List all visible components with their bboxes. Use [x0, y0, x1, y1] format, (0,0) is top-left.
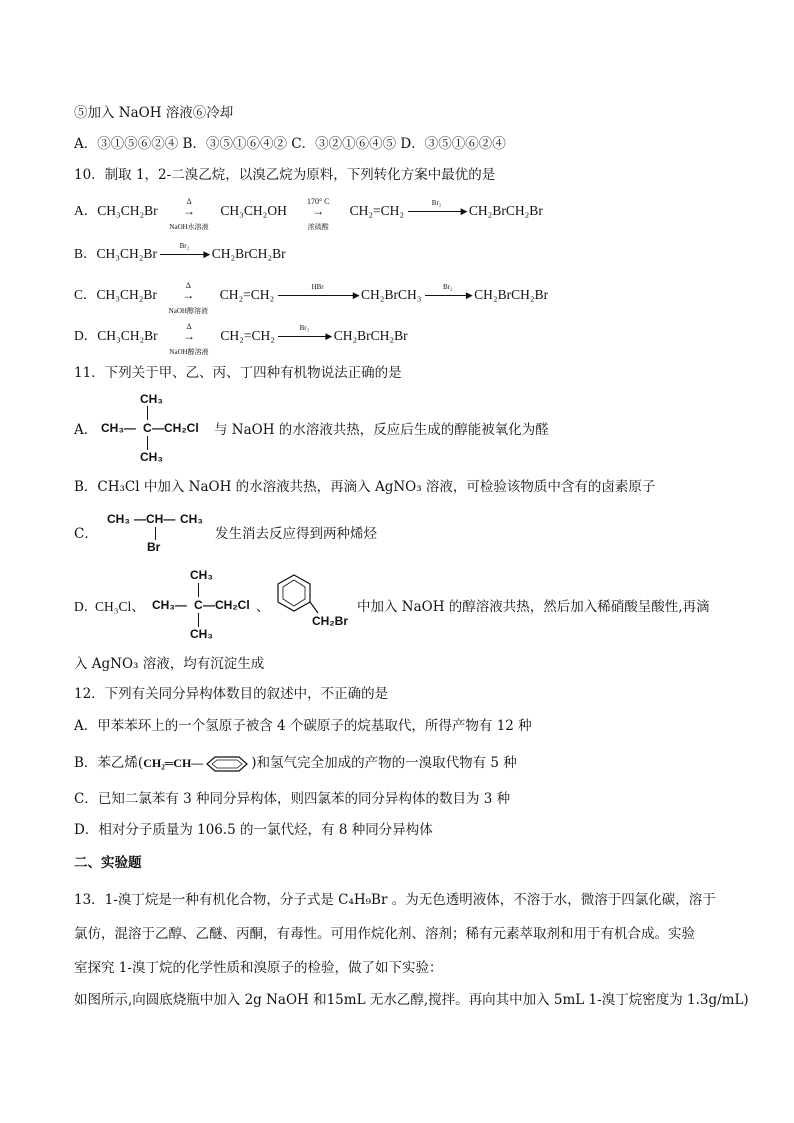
- answer-options-q9: A．③①⑤⑥②④ B．③⑤①⑥④② C．③②①⑥④⑤ D．③⑤①⑥②④: [74, 136, 506, 152]
- text: )和氢气完全加成的产物的一溴取代物有 5 种: [251, 755, 517, 771]
- struct-ch3-right: CH₃: [180, 512, 203, 526]
- styrene-formula: CH₂═CH—: [143, 756, 204, 770]
- text-line: ⑤加入 NaOH 溶液⑥冷却: [74, 105, 234, 121]
- formula: CH₃CH₂OH: [220, 203, 287, 218]
- formula: CH₂=CH₂: [349, 203, 405, 218]
- condition: Δ: [186, 321, 192, 331]
- reaction-arrow: [161, 196, 217, 231]
- reaction-arrow: [425, 283, 473, 301]
- formula: CH₂BrCH₃: [360, 287, 422, 302]
- arrow-icon: →: [312, 203, 325, 218]
- condition: 浓硫酸: [307, 222, 329, 231]
- reaction-arrow: [290, 196, 346, 231]
- condition: 170° C: [306, 196, 330, 206]
- condition: Br₂: [299, 324, 310, 333]
- formula: CH₃CH₂Br: [97, 203, 158, 218]
- bond-line: [198, 613, 199, 627]
- q12-option-c: C．已知二氯苯有 3 种同分异构体，则四氯苯的同分异构体的数目为 3 种: [74, 791, 511, 807]
- arrow-head-icon: ▶: [460, 206, 468, 217]
- question-12: 12．下列有关同分异构体数目的叙述中，不正确的是: [74, 686, 389, 702]
- struct-carbon: C: [194, 598, 203, 612]
- condition: NaOH醇溶液: [168, 306, 208, 315]
- formula: CH₂=CH₂: [219, 287, 275, 302]
- struct-ch3-bottom: CH₃: [190, 627, 213, 641]
- q11-option-b: B．CH₃Cl 中加入 NaOH 的水溶液共热，再滴入 AgNO₃ 溶液，可检验该物质中含有的卤素原子: [74, 479, 656, 495]
- condition: Δ: [186, 196, 192, 206]
- question-13-cont: 氯仿，混溶于乙醇、乙醚、丙酮，有毒性。可用作烷化剂、溶剂；稀有元素萃取剂和用于有机合成。实验: [74, 926, 695, 942]
- struct-ch2cl: —CH₂Cl: [203, 598, 250, 612]
- q11-option-d-cont: 入 AgNO₃ 溶液，均有沉淀生成: [74, 656, 265, 672]
- reaction-arrow: [161, 321, 217, 356]
- arrow-head-icon: ▶: [465, 290, 473, 301]
- option-label: D．: [74, 328, 98, 343]
- q12-option-a: A．甲苯苯环上的一个氢原子被含 4 个碳原子的烷基取代，所得产物有 12 种: [74, 718, 532, 734]
- struct-ch: —CH—: [134, 512, 176, 526]
- formula: CH₃CH₂Br: [97, 328, 158, 343]
- formula: CH₃CH₂Br: [96, 287, 157, 302]
- formula: CH₂BrCH₂Br: [468, 203, 543, 218]
- formula: CH₃Cl、: [95, 599, 145, 614]
- struct-ch3-left: CH₃—: [152, 598, 187, 612]
- option-label: C．: [74, 287, 97, 302]
- struct-br: Br: [147, 540, 161, 554]
- struct-ch3-top: CH₃: [190, 568, 213, 582]
- question-13: 13．1-溴丁烷是一种有机化合物，分子式是 C₄H₉Br 。为无色透明液体，不溶于水，微溶于四氯化碳，溶于: [74, 892, 716, 908]
- option-label: D．: [74, 599, 98, 614]
- struct-ch2br: CH₂Br: [312, 614, 348, 628]
- q11-option-a-text: 与 NaOH 的水溶液共热，反应后生成的醇能被氧化为醛: [214, 422, 549, 438]
- struct-ch3-left: CH₃: [107, 512, 130, 526]
- benzene-ring-icon: [203, 755, 251, 773]
- q10-option-a: [74, 196, 543, 231]
- condition: Br₂: [443, 283, 453, 292]
- bond-line: [147, 436, 148, 450]
- q10-option-b: [74, 244, 286, 264]
- reaction-arrow: [278, 283, 360, 301]
- q11-option-c-text: 发生消去反应得到两种烯烃: [215, 526, 377, 542]
- option-label: B．: [74, 246, 97, 261]
- q10-option-d: [74, 321, 408, 356]
- question-11: 11．下列关于甲、乙、丙、丁四种有机物说法正确的是: [74, 365, 402, 381]
- struct-ch2cl: —CH₂Cl: [152, 421, 199, 435]
- reaction-arrow: [408, 199, 468, 217]
- condition: Br₂: [179, 242, 190, 251]
- arrow-head-icon: ▶: [203, 249, 211, 260]
- condition: NaOH醇溶液: [169, 347, 209, 356]
- bond-line: [155, 527, 156, 540]
- q10-option-c: [74, 280, 549, 315]
- question-10: 10．制取 1，2-二溴乙烷，以溴乙烷为原料，下列转化方案中最优的是: [74, 167, 496, 183]
- arrow-head-icon: ▶: [352, 290, 360, 301]
- struct-ch3-left: CH₃—: [101, 421, 136, 435]
- bond-line: [147, 406, 148, 420]
- struct-ch3-bottom: CH₃: [140, 450, 163, 464]
- option-label: C．: [74, 526, 98, 542]
- arrow-icon: →: [182, 287, 195, 302]
- condition: Δ: [185, 280, 191, 290]
- question-13-cont: 如图所示,向圆底烧瓶中加入 2g NaOH 和15mL 无水乙醇,搅拌。再向其中加入 5mL 1-溴丁烷密度为 1.3g/mL): [74, 992, 749, 1008]
- reaction-arrow: [160, 280, 216, 315]
- formula: CH₂BrCH₂Br: [474, 287, 549, 302]
- arrow-icon: →: [183, 203, 196, 218]
- condition: NaOH水溶液: [169, 222, 209, 231]
- arrow-icon: →: [183, 328, 196, 343]
- q12-option-d: D．相对分子质量为 106.5 的一氯代烃，有 8 种同分异构体: [74, 822, 433, 838]
- formula: CH₂BrCH₂Br: [211, 246, 286, 261]
- condition: Br₂: [431, 199, 442, 208]
- arrow-head-icon: ▶: [325, 331, 333, 342]
- formula: CH₂BrCH₂Br: [333, 328, 408, 343]
- text: B．苯乙烯(: [74, 755, 144, 771]
- reaction-arrow: [278, 324, 333, 342]
- option-label: A．: [74, 203, 98, 218]
- reaction-arrow: [160, 242, 211, 260]
- condition: HBr: [311, 283, 324, 292]
- question-13-cont: 室探究 1-溴丁烷的化学性质和溴原子的检验，做了如下实验：: [74, 960, 443, 976]
- option-label: A．: [74, 422, 98, 438]
- formula: CH₃CH₂Br: [96, 246, 157, 261]
- bond-line: [198, 583, 199, 597]
- separator: 、: [256, 599, 270, 615]
- section-heading: 二、实验题: [74, 855, 142, 871]
- q11-option-d-text: 中加入 NaOH 的醇溶液共热，然后加入稀硝酸呈酸性,再滴: [357, 599, 710, 615]
- formula: CH₂=CH₂: [220, 328, 275, 343]
- struct-carbon: C: [143, 421, 152, 435]
- struct-ch3-top: CH₃: [140, 392, 163, 406]
- q12-option-b: [74, 753, 517, 773]
